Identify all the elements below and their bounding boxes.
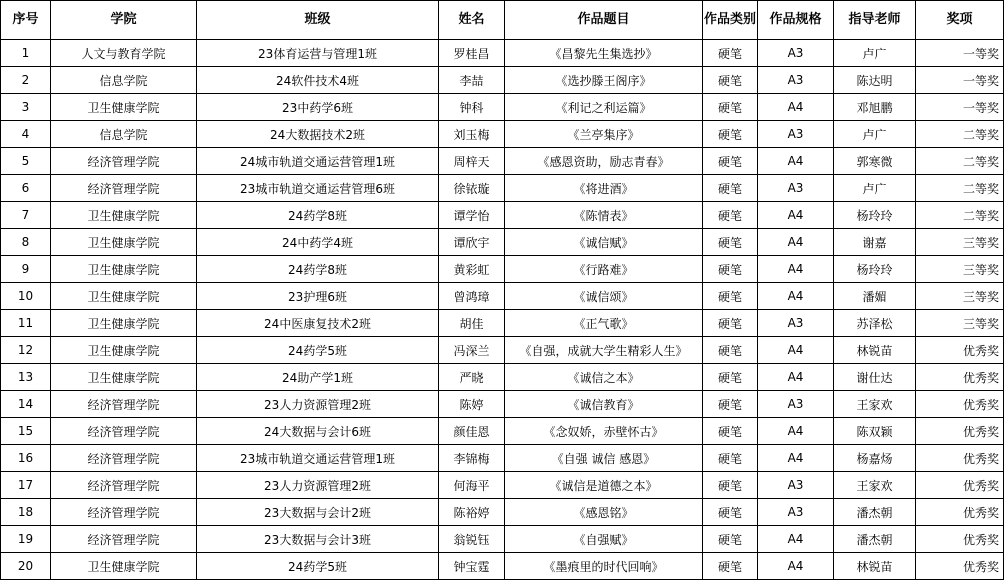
cell-spec: A4 bbox=[758, 283, 834, 310]
cell-advisor: 苏泽松 bbox=[834, 310, 916, 337]
cell-class: 23大数据与会计2班 bbox=[197, 499, 439, 526]
header-award: 奖项 bbox=[916, 1, 1004, 40]
cell-title: 《自强赋》 bbox=[505, 526, 703, 553]
cell-class: 24药学5班 bbox=[197, 337, 439, 364]
cell-college: 卫生健康学院 bbox=[51, 310, 197, 337]
cell-index: 3 bbox=[1, 94, 51, 121]
cell-college: 卫生健康学院 bbox=[51, 202, 197, 229]
cell-index: 12 bbox=[1, 337, 51, 364]
table-row bbox=[1, 67, 1004, 94]
cell-class: 24中药学4班 bbox=[197, 229, 439, 256]
cell-index: 2 bbox=[1, 67, 51, 94]
cell-title: 《陈情表》 bbox=[505, 202, 703, 229]
table-row bbox=[1, 256, 1004, 283]
cell-spec: A4 bbox=[758, 418, 834, 445]
table-row bbox=[1, 94, 1004, 121]
cell-class: 23中药学6班 bbox=[197, 94, 439, 121]
table-row bbox=[1, 418, 1004, 445]
cell-spec: A3 bbox=[758, 499, 834, 526]
cell-category: 硬笔 bbox=[703, 67, 758, 94]
cell-name: 严晓 bbox=[439, 364, 505, 391]
cell-name: 钟科 bbox=[439, 94, 505, 121]
cell-advisor: 林锐苗 bbox=[834, 337, 916, 364]
cell-category: 硬笔 bbox=[703, 364, 758, 391]
cell-spec: A3 bbox=[758, 40, 834, 67]
table-row bbox=[1, 337, 1004, 364]
cell-award: 优秀奖 bbox=[916, 391, 1004, 418]
cell-category: 硬笔 bbox=[703, 337, 758, 364]
cell-title: 《诚信是道德之本》 bbox=[505, 472, 703, 499]
cell-title: 《念奴娇，赤壁怀古》 bbox=[505, 418, 703, 445]
table-row bbox=[1, 499, 1004, 526]
cell-college: 卫生健康学院 bbox=[51, 364, 197, 391]
cell-category: 硬笔 bbox=[703, 175, 758, 202]
cell-advisor: 潘媚 bbox=[834, 283, 916, 310]
cell-index: 17 bbox=[1, 472, 51, 499]
cell-spec: A3 bbox=[758, 175, 834, 202]
cell-title: 《利记之利运篇》 bbox=[505, 94, 703, 121]
cell-advisor: 潘杰朝 bbox=[834, 499, 916, 526]
cell-name: 钟宝霆 bbox=[439, 553, 505, 580]
cell-advisor: 杨嘉炀 bbox=[834, 445, 916, 472]
cell-award: 一等奖 bbox=[916, 67, 1004, 94]
cell-spec: A3 bbox=[758, 310, 834, 337]
cell-title: 《将进酒》 bbox=[505, 175, 703, 202]
cell-spec: A4 bbox=[758, 202, 834, 229]
cell-college: 信息学院 bbox=[51, 121, 197, 148]
cell-class: 23大数据与会计3班 bbox=[197, 526, 439, 553]
cell-category: 硬笔 bbox=[703, 391, 758, 418]
table-row bbox=[1, 472, 1004, 499]
cell-index: 18 bbox=[1, 499, 51, 526]
cell-index: 11 bbox=[1, 310, 51, 337]
header-advisor: 指导老师 bbox=[834, 1, 916, 40]
cell-spec: A4 bbox=[758, 445, 834, 472]
cell-college: 信息学院 bbox=[51, 67, 197, 94]
cell-class: 24药学8班 bbox=[197, 256, 439, 283]
cell-category: 硬笔 bbox=[703, 553, 758, 580]
cell-class: 24药学8班 bbox=[197, 202, 439, 229]
cell-category: 硬笔 bbox=[703, 526, 758, 553]
cell-title: 《诚信赋》 bbox=[505, 229, 703, 256]
cell-advisor: 卢广 bbox=[834, 175, 916, 202]
cell-name: 颜佳恩 bbox=[439, 418, 505, 445]
cell-name: 刘玉梅 bbox=[439, 121, 505, 148]
cell-award: 二等奖 bbox=[916, 148, 1004, 175]
cell-title: 《正气歌》 bbox=[505, 310, 703, 337]
cell-advisor: 陈双颖 bbox=[834, 418, 916, 445]
cell-advisor: 邓旭鹏 bbox=[834, 94, 916, 121]
cell-index: 14 bbox=[1, 391, 51, 418]
cell-category: 硬笔 bbox=[703, 202, 758, 229]
cell-index: 19 bbox=[1, 526, 51, 553]
cell-name: 翁锐钰 bbox=[439, 526, 505, 553]
cell-index: 10 bbox=[1, 283, 51, 310]
cell-award: 二等奖 bbox=[916, 175, 1004, 202]
cell-category: 硬笔 bbox=[703, 499, 758, 526]
cell-award: 一等奖 bbox=[916, 94, 1004, 121]
cell-advisor: 王家欢 bbox=[834, 472, 916, 499]
cell-class: 23护理6班 bbox=[197, 283, 439, 310]
table-row bbox=[1, 175, 1004, 202]
table-row bbox=[1, 40, 1004, 67]
header-category: 作品类别 bbox=[703, 1, 758, 40]
cell-index: 4 bbox=[1, 121, 51, 148]
cell-spec: A3 bbox=[758, 391, 834, 418]
table-row bbox=[1, 364, 1004, 391]
cell-class: 24中医康复技术2班 bbox=[197, 310, 439, 337]
cell-name: 罗桂昌 bbox=[439, 40, 505, 67]
cell-spec: A3 bbox=[758, 121, 834, 148]
cell-award: 优秀奖 bbox=[916, 472, 1004, 499]
cell-award: 优秀奖 bbox=[916, 526, 1004, 553]
table-row bbox=[1, 310, 1004, 337]
cell-name: 周梓天 bbox=[439, 148, 505, 175]
cell-index: 13 bbox=[1, 364, 51, 391]
cell-advisor: 卢广 bbox=[834, 121, 916, 148]
cell-advisor: 王家欢 bbox=[834, 391, 916, 418]
cell-index: 6 bbox=[1, 175, 51, 202]
table-body bbox=[1, 40, 1004, 580]
cell-advisor: 谢仕达 bbox=[834, 364, 916, 391]
cell-award: 优秀奖 bbox=[916, 364, 1004, 391]
table-row bbox=[1, 148, 1004, 175]
cell-title: 《自强，成就大学生精彩人生》 bbox=[505, 337, 703, 364]
cell-class: 23城市轨道交通运营管理1班 bbox=[197, 445, 439, 472]
cell-advisor: 卢广 bbox=[834, 40, 916, 67]
cell-advisor: 杨玲玲 bbox=[834, 256, 916, 283]
cell-college: 卫生健康学院 bbox=[51, 94, 197, 121]
cell-category: 硬笔 bbox=[703, 94, 758, 121]
cell-spec: A4 bbox=[758, 148, 834, 175]
cell-award: 三等奖 bbox=[916, 256, 1004, 283]
cell-title: 《昌黎先生集选抄》 bbox=[505, 40, 703, 67]
cell-name: 陈裕婷 bbox=[439, 499, 505, 526]
cell-title: 《行路难》 bbox=[505, 256, 703, 283]
cell-name: 李锦梅 bbox=[439, 445, 505, 472]
cell-index: 20 bbox=[1, 553, 51, 580]
cell-index: 16 bbox=[1, 445, 51, 472]
cell-title: 《诚信教育》 bbox=[505, 391, 703, 418]
cell-name: 徐铱璇 bbox=[439, 175, 505, 202]
cell-award: 二等奖 bbox=[916, 121, 1004, 148]
cell-college: 卫生健康学院 bbox=[51, 283, 197, 310]
cell-title: 《感恩资助，励志青春》 bbox=[505, 148, 703, 175]
header-class: 班级 bbox=[197, 1, 439, 40]
cell-category: 硬笔 bbox=[703, 283, 758, 310]
cell-class: 24药学5班 bbox=[197, 553, 439, 580]
cell-award: 优秀奖 bbox=[916, 337, 1004, 364]
cell-index: 15 bbox=[1, 418, 51, 445]
cell-class: 23城市轨道交通运营管理6班 bbox=[197, 175, 439, 202]
cell-college: 人文与教育学院 bbox=[51, 40, 197, 67]
cell-class: 23体育运营与管理1班 bbox=[197, 40, 439, 67]
cell-name: 何海平 bbox=[439, 472, 505, 499]
cell-college: 经济管理学院 bbox=[51, 445, 197, 472]
cell-college: 经济管理学院 bbox=[51, 391, 197, 418]
cell-title: 《兰亭集序》 bbox=[505, 121, 703, 148]
cell-college: 经济管理学院 bbox=[51, 472, 197, 499]
cell-category: 硬笔 bbox=[703, 445, 758, 472]
cell-name: 李喆 bbox=[439, 67, 505, 94]
cell-name: 冯深兰 bbox=[439, 337, 505, 364]
header-title: 作品题目 bbox=[505, 1, 703, 40]
cell-advisor: 潘杰朝 bbox=[834, 526, 916, 553]
cell-name: 谭学怡 bbox=[439, 202, 505, 229]
cell-class: 23人力资源管理2班 bbox=[197, 472, 439, 499]
cell-category: 硬笔 bbox=[703, 418, 758, 445]
cell-title: 《诚信之本》 bbox=[505, 364, 703, 391]
table-row bbox=[1, 229, 1004, 256]
cell-spec: A4 bbox=[758, 553, 834, 580]
cell-index: 9 bbox=[1, 256, 51, 283]
header-row bbox=[1, 1, 1004, 40]
cell-award: 三等奖 bbox=[916, 283, 1004, 310]
cell-spec: A4 bbox=[758, 94, 834, 121]
header-spec: 作品规格 bbox=[758, 1, 834, 40]
cell-index: 1 bbox=[1, 40, 51, 67]
cell-name: 陈婷 bbox=[439, 391, 505, 418]
cell-advisor: 林锐苗 bbox=[834, 553, 916, 580]
cell-title: 《诚信颂》 bbox=[505, 283, 703, 310]
cell-spec: A4 bbox=[758, 526, 834, 553]
cell-award: 优秀奖 bbox=[916, 553, 1004, 580]
table-row bbox=[1, 391, 1004, 418]
cell-award: 三等奖 bbox=[916, 229, 1004, 256]
cell-spec: A4 bbox=[758, 256, 834, 283]
table-row bbox=[1, 283, 1004, 310]
header-index: 序号 bbox=[1, 1, 51, 40]
cell-award: 优秀奖 bbox=[916, 418, 1004, 445]
cell-college: 经济管理学院 bbox=[51, 526, 197, 553]
cell-college: 卫生健康学院 bbox=[51, 256, 197, 283]
table-row bbox=[1, 553, 1004, 580]
cell-category: 硬笔 bbox=[703, 148, 758, 175]
cell-name: 黄彩虹 bbox=[439, 256, 505, 283]
cell-index: 8 bbox=[1, 229, 51, 256]
cell-college: 经济管理学院 bbox=[51, 175, 197, 202]
cell-spec: A4 bbox=[758, 364, 834, 391]
cell-spec: A3 bbox=[758, 67, 834, 94]
cell-title: 《自强 诚信 感恩》 bbox=[505, 445, 703, 472]
cell-title: 《选抄滕王阁序》 bbox=[505, 67, 703, 94]
table-header bbox=[1, 1, 1004, 40]
cell-category: 硬笔 bbox=[703, 472, 758, 499]
cell-category: 硬笔 bbox=[703, 256, 758, 283]
cell-spec: A4 bbox=[758, 337, 834, 364]
cell-name: 胡佳 bbox=[439, 310, 505, 337]
cell-class: 24软件技术4班 bbox=[197, 67, 439, 94]
cell-college: 经济管理学院 bbox=[51, 499, 197, 526]
table-row bbox=[1, 121, 1004, 148]
cell-college: 经济管理学院 bbox=[51, 148, 197, 175]
cell-advisor: 陈达明 bbox=[834, 67, 916, 94]
cell-name: 曾鸿璋 bbox=[439, 283, 505, 310]
cell-title: 《墨痕里的时代回响》 bbox=[505, 553, 703, 580]
cell-award: 二等奖 bbox=[916, 202, 1004, 229]
cell-class: 23人力资源管理2班 bbox=[197, 391, 439, 418]
table-row bbox=[1, 202, 1004, 229]
cell-class: 24大数据与会计6班 bbox=[197, 418, 439, 445]
cell-class: 24城市轨道交通运营管理1班 bbox=[197, 148, 439, 175]
cell-college: 卫生健康学院 bbox=[51, 337, 197, 364]
cell-advisor: 杨玲玲 bbox=[834, 202, 916, 229]
cell-award: 一等奖 bbox=[916, 40, 1004, 67]
cell-spec: A3 bbox=[758, 472, 834, 499]
cell-advisor: 谢嘉 bbox=[834, 229, 916, 256]
cell-name: 谭欣宇 bbox=[439, 229, 505, 256]
cell-class: 24大数据技术2班 bbox=[197, 121, 439, 148]
cell-category: 硬笔 bbox=[703, 40, 758, 67]
cell-index: 5 bbox=[1, 148, 51, 175]
cell-spec: A4 bbox=[758, 229, 834, 256]
cell-category: 硬笔 bbox=[703, 229, 758, 256]
cell-award: 优秀奖 bbox=[916, 445, 1004, 472]
table-row bbox=[1, 526, 1004, 553]
cell-award: 优秀奖 bbox=[916, 499, 1004, 526]
cell-college: 经济管理学院 bbox=[51, 418, 197, 445]
cell-college: 卫生健康学院 bbox=[51, 229, 197, 256]
cell-award: 三等奖 bbox=[916, 310, 1004, 337]
cell-category: 硬笔 bbox=[703, 121, 758, 148]
header-name: 姓名 bbox=[439, 1, 505, 40]
cell-class: 24助产学1班 bbox=[197, 364, 439, 391]
cell-college: 卫生健康学院 bbox=[51, 553, 197, 580]
table-row bbox=[1, 445, 1004, 472]
header-college: 学院 bbox=[51, 1, 197, 40]
cell-title: 《感恩铭》 bbox=[505, 499, 703, 526]
cell-advisor: 郭寒微 bbox=[834, 148, 916, 175]
cell-category: 硬笔 bbox=[703, 310, 758, 337]
cell-index: 7 bbox=[1, 202, 51, 229]
